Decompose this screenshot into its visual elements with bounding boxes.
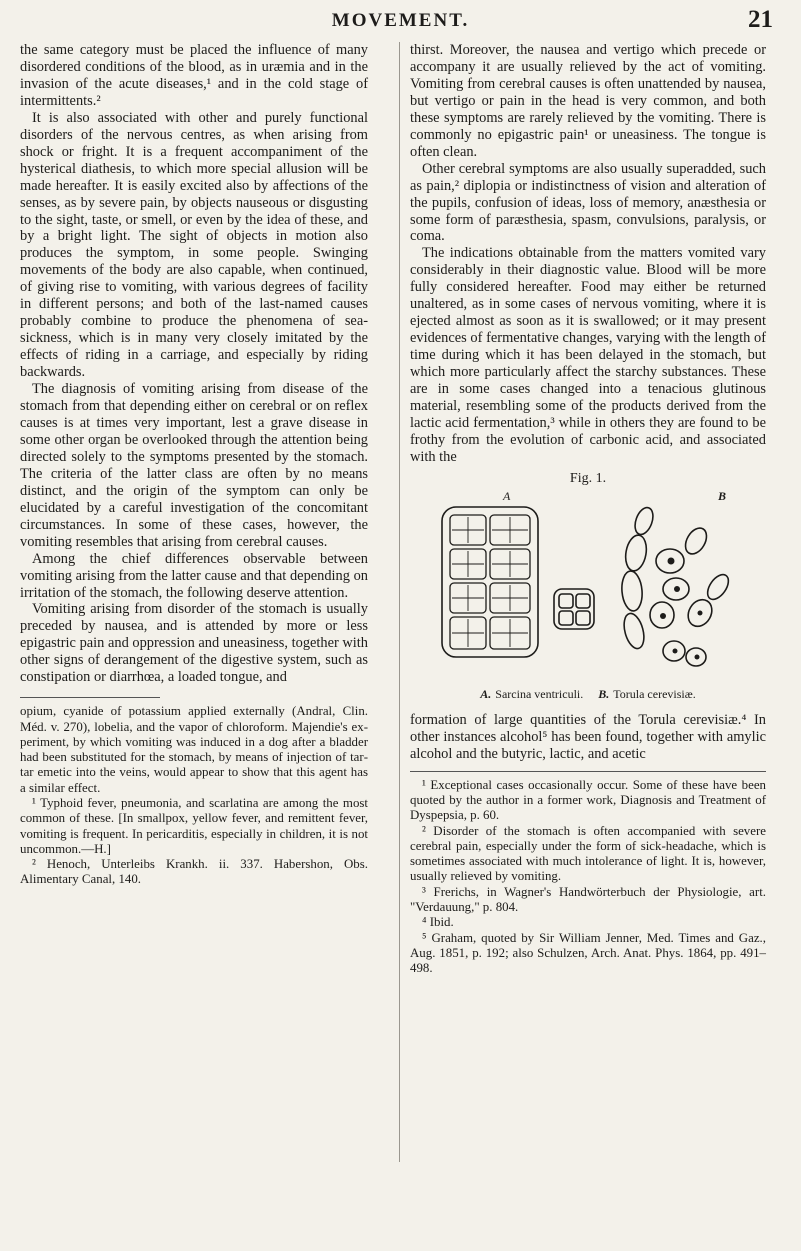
left-paragraph-3: The diagnosis of vomiting arising from disease of the stomach from that depending either on cerebral or on reflex causes is at times very important, lest a grave disease in some other organ be overlooked through the attention being directed solely to the symptoms presented by the stomach. The criteria of the latter class are often by no means distinct, and the origin of the symptom can only be elucidated by a careful investigation of the concomitant circumstances. In some of these cases, however, the vomiting resembles that arising from cerebral causes.	[20, 381, 368, 550]
caption-b-letter: B.	[598, 686, 610, 701]
microscopy-illustration	[438, 501, 738, 681]
right-footnote-1: ¹ Exceptional cases occasionally occur. Some of these have been quoted by the author in a former work, Diagnosis and Treatment of Dyspepsia, p. 60.	[410, 777, 766, 823]
footnote-rule	[410, 771, 766, 772]
left-footnote-continued: opium, cyanide of potassium applied externally (Andral, Clin. Méd. v. 270), lobelia, and the vapor of chloroform. Majendie's experiment, by which vomiting was induced in a dog after a bladder had been substituted for the stomach, by means of injection of tartar emetic into the veins, would appear to show that this agent has a similar effect.	[20, 704, 368, 795]
left-paragraph-1: the same category must be placed the influence of many disordered conditions of the blood, as in uræmia and in the invasion of the acute diseases,¹ and in the cold stage of intermittents.²	[20, 42, 368, 109]
right-paragraph-after-figure: formation of large quantities of the Torula cerevisiæ.⁴ In other instances alcohol⁵ has been found, together with amylic alcohol and the butyric, lactic, and acetic	[410, 711, 766, 762]
figure-1	[410, 471, 766, 709]
figure-caption	[410, 687, 766, 702]
right-paragraph-3: The indications obtainable from the matters vomited vary considerably in their diagnostic value. Blood will be more fully considered hereafter. Food may either be returned unaltered, as in some cases of nervous vomiting, where it is ejected almost as soon as it is swallowed; or it may present evidences of fermentative changes, varying with the length of time during which it has been delayed in the stomach, but which more particularly affect the starchy substances. These are in some cases changed into a tenacious glutinous material, resembling some of the products derived from the lactic acid fermentation,³ while in others they are found to be frothy from the evolution of carbonic acid, and associated with the	[410, 245, 766, 465]
left-footnote-1: ¹ Typhoid fever, pneumonia, and scarlatina are among the most common of these. [In smallpox, yellow fever, and remittent fever, vomiting is frequent. In pericarditis, especially in children, it is not uncommon.—H.]	[20, 796, 368, 856]
left-paragraph-4: Among the chief differences observable between vomiting arising from the latter cause and that depending on irritation of the stomach, the following deserve attention.	[20, 550, 368, 601]
right-footnote-3: ³ Frerichs, in Wagner's Handwörterbuch der Physiologie, art. "Verdauung," p. 804.	[410, 884, 766, 915]
right-paragraph-1: thirst. Moreover, the nausea and vertigo which precede or accompany it are usually relieved by the act of vomiting. Vomiting from cerebral causes is often unattended by nausea, but vertigo or pain in the head is very common, and both these symptoms are rarely relieved by the vomiting. There is commonly no epigastric pain¹ or uneasiness. The tongue is often clean.	[410, 42, 766, 160]
page-number: 21	[748, 6, 773, 33]
right-paragraph-2: Other cerebral symptoms are also usually superadded, such as pain,² diplopia or indistinctness of vision and alteration of the pupils, confusion of ideas, loss of memory, anæsthesia or some form of paræsthesia, spasm, convulsions, paralysis, or coma.	[410, 160, 766, 245]
right-footnote-4: ⁴ Ibid.	[422, 915, 454, 930]
figure-label-b: B	[718, 488, 727, 503]
left-footnote-2: ² Henoch, Unterleibs Krankh. ii. 337. Habershon, Obs. Alimentary Canal, 140.	[20, 857, 368, 887]
torula-cerevisiae-drawing	[620, 505, 732, 666]
left-paragraph-5: Vomiting arising from disorder of the stomach is usually preceded by nausea, and is attended by more or less epigastric pain and oppression and uneasiness, together with other signs of derangement of the digestive system, such as constipation or diarrhœa, a loaded tongue, and	[20, 601, 368, 686]
left-paragraph-2: It is also associated with other and purely functional disorders of the nervous centres, as when arising from shock or fright. It is a frequent accompaniment of the hysterical diathesis, to which more special allusion will be made hereafter. It is easily excited also by affections of the senses, as by severe pain, by objects nauseous or disgusting to the sight, taste, or smell, or even by the idea of these, and by a bright light. The sight of objects in motion also produces the symptom, in some people. Swinging movements of the body are also capable, when continued, of giving rise to vomiting, with various degrees of facility in different persons; and both of the last-named causes probably combine to produce the phenomena of sea-sickness, which is in many very closely imitated by the effects of riding in a carriage, and especially by riding backwards.	[20, 109, 368, 381]
figure-title: Fig. 1.	[569, 470, 607, 486]
right-footnote-2: ² Disorder of the stomach is often accompanied with severe cerebral pain, especially under the form of sick-headache, which is sometimes associated with much intolerance of light. It is, however, usually relieved by vomiting.	[410, 823, 766, 884]
sarcina-ventriculi-drawing	[442, 507, 594, 657]
caption-a-letter: A.	[480, 686, 492, 701]
page-header	[0, 8, 801, 38]
caption-b-text: Torula cerevisiæ.	[613, 686, 696, 701]
right-footnote-5: ⁵ Graham, quoted by Sir William Jenner, Med. Times and Gaz., Aug. 1851, p. 192; also Schulzen, Arch. Anat. Phys. 1864, pp. 491–498.	[410, 930, 766, 976]
left-column	[20, 42, 368, 888]
column-divider	[399, 42, 400, 1162]
footnote-rule	[20, 697, 160, 698]
running-title: MOVEMENT.	[331, 10, 470, 31]
caption-a-text: Sarcina ventriculi.	[495, 686, 584, 701]
right-column	[410, 42, 766, 977]
figure-label-a: A	[503, 488, 511, 503]
